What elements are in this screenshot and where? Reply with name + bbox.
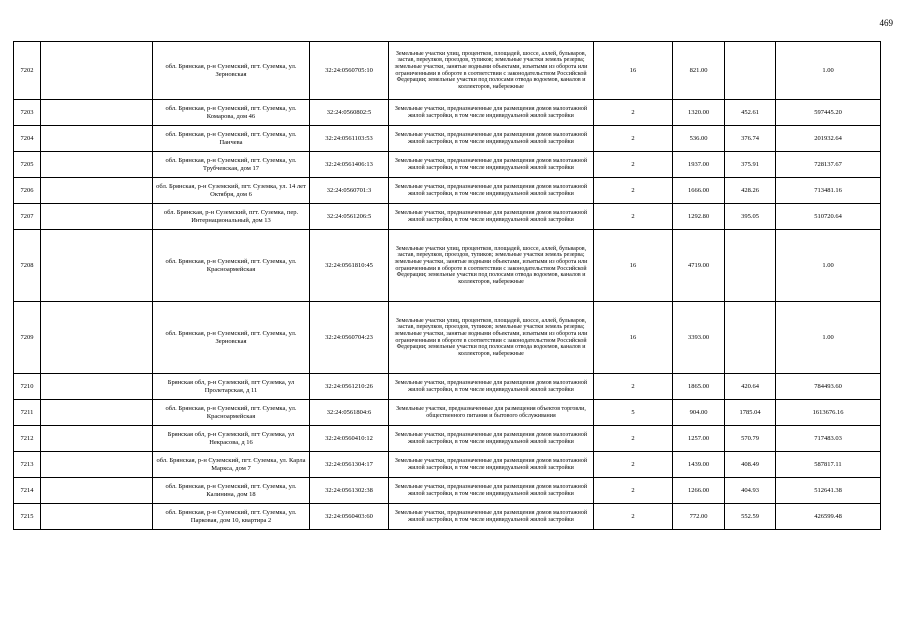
cadastral-number-cell: 32:24:0561804:6 (310, 400, 389, 426)
specific-value-cell: 408.49 (725, 452, 776, 478)
area-cell: 536.00 (673, 126, 725, 152)
specific-value-cell (725, 230, 776, 302)
cadastral-number-cell: 32:24:0560410:12 (310, 426, 389, 452)
cadastral-number-cell: 32:24:0561103:53 (310, 126, 389, 152)
land-category-cell: Земельные участки, предназначенные для размещения домов малоэтажной жилой застройки, в том числе индивидуальной жилой застройки (389, 452, 594, 478)
gap-cell (41, 178, 153, 204)
table-row (14, 400, 881, 426)
specific-value-cell: 404.93 (725, 478, 776, 504)
area-cell: 3393.00 (673, 302, 725, 374)
address-cell: обл. Брянская, р-н Суземский, пгт. Суземка, ул. Красноармейская (153, 230, 310, 302)
specific-value-cell: 452.61 (725, 100, 776, 126)
table-row (14, 42, 881, 100)
land-category-cell: Земельные участки, предназначенные для размещения объектов торговли, общественного питания и бытового обслуживания (389, 400, 594, 426)
cadastral-value-cell: 1613676.16 (776, 400, 881, 426)
cadastral-number-cell: 32:24:0560704:23 (310, 302, 389, 374)
address-cell: обл. Брянская, р-н Суземский, пгт. Суземка, ул. Зерновская (153, 42, 310, 100)
category-code-cell: 16 (594, 42, 673, 100)
land-category-cell: Земельные участки улиц, процентков, площадей, шоссе, аллей, бульваров, застав, переулков, проездов, тупиков; земельные участки земель резерва; земельные участки, занятые водными объектами, изъятыми из оборота или ограниченными в обороте в соответствии с законодательством Российской Федерации; земельные участки под полосами отвода водоемов, каналов и коллекторов, набережные (389, 230, 594, 302)
address-cell: обл. Брянская, р-н Суземский, пгт. Суземка, ул. 14 лет Октября, дом 6 (153, 178, 310, 204)
gap-cell (41, 100, 153, 126)
cadastral-value-cell: 717483.03 (776, 426, 881, 452)
row-number: 7215 (14, 504, 41, 530)
gap-cell (41, 478, 153, 504)
row-number: 7204 (14, 126, 41, 152)
cadastral-value-cell: 1.00 (776, 42, 881, 100)
gap-cell (41, 204, 153, 230)
address-cell: обл. Брянская, р-н Суземский, пгт. Суземка, ул. Калинина, дом 18 (153, 478, 310, 504)
cadastral-number-cell: 32:24:0560802:5 (310, 100, 389, 126)
gap-cell (41, 42, 153, 100)
gap-cell (41, 152, 153, 178)
land-category-cell: Земельные участки, предназначенные для размещения домов малоэтажной жилой застройки, в том числе индивидуальной жилой застройки (389, 504, 594, 530)
cadastral-number-cell: 32:24:0561304:17 (310, 452, 389, 478)
category-code-cell: 2 (594, 126, 673, 152)
row-number: 7210 (14, 374, 41, 400)
area-cell: 1439.00 (673, 452, 725, 478)
cadastral-number-cell: 32:24:0561206:5 (310, 204, 389, 230)
category-code-cell: 16 (594, 230, 673, 302)
row-number: 7206 (14, 178, 41, 204)
land-category-cell: Земельные участки улиц, процентков, площадей, шоссе, аллей, бульваров, застав, переулков, проездов, тупиков; земельные участки земель резерва; земельные участки, занятые водными объектами, изъятыми из оборота или ограниченными в обороте в соответствии с законодательством Российской Федерации; земельные участки под полосами отвода водоемов, каналов и коллекторов, набережные (389, 302, 594, 374)
category-code-cell: 2 (594, 178, 673, 204)
address-cell: обл. Брянская, р-н Суземский, пгт. Суземка, ул. Парковая, дом 10, квартира 2 (153, 504, 310, 530)
table-row (14, 152, 881, 178)
row-number: 7202 (14, 42, 41, 100)
row-number: 7209 (14, 302, 41, 374)
table-row (14, 302, 881, 374)
specific-value-cell (725, 42, 776, 100)
cadastral-number-cell: 32:24:0560403:60 (310, 504, 389, 530)
table-row (14, 478, 881, 504)
address-cell: обл. Брянская, р-н Суземский, пгт. Суземка, ул. Панчева (153, 126, 310, 152)
category-code-cell: 5 (594, 400, 673, 426)
row-number: 7203 (14, 100, 41, 126)
cadastral-value-cell: 713481.16 (776, 178, 881, 204)
gap-cell (41, 504, 153, 530)
cadastral-value-cell: 426599.48 (776, 504, 881, 530)
table-row (14, 504, 881, 530)
address-cell: обл. Брянская, р-н Суземский, пгт. Суземка, ул. Комарова, дом 46 (153, 100, 310, 126)
land-category-cell: Земельные участки, предназначенные для размещения домов малоэтажной жилой застройки, в том числе индивидуальной жилой застройки (389, 478, 594, 504)
area-cell: 1292.80 (673, 204, 725, 230)
area-cell: 4719.00 (673, 230, 725, 302)
category-code-cell: 2 (594, 204, 673, 230)
address-cell: обл. Брянская, р-н Суземский, пгт. Суземка, ул. Красноармейская (153, 400, 310, 426)
row-number: 7208 (14, 230, 41, 302)
specific-value-cell: 1785.04 (725, 400, 776, 426)
gap-cell (41, 126, 153, 152)
table-row (14, 100, 881, 126)
land-category-cell: Земельные участки, предназначенные для размещения домов малоэтажной жилой застройки, в том числе индивидуальной жилой застройки (389, 204, 594, 230)
cadastral-number-cell: 32:24:0560705:10 (310, 42, 389, 100)
gap-cell (41, 400, 153, 426)
gap-cell (41, 426, 153, 452)
area-cell: 1257.00 (673, 426, 725, 452)
cadastral-value-table (13, 41, 881, 530)
cadastral-value-cell: 510720.64 (776, 204, 881, 230)
cadastral-value-cell: 1.00 (776, 230, 881, 302)
address-cell: обл. Брянская, р-н Суземский, пгт. Суземка, ул. Трубчевская, дом 17 (153, 152, 310, 178)
table-row (14, 230, 881, 302)
specific-value-cell: 375.91 (725, 152, 776, 178)
cadastral-value-cell: 587817.11 (776, 452, 881, 478)
specific-value-cell: 428.26 (725, 178, 776, 204)
category-code-cell: 2 (594, 426, 673, 452)
table-row (14, 126, 881, 152)
category-code-cell: 2 (594, 452, 673, 478)
row-number: 7213 (14, 452, 41, 478)
address-cell: Брянская обл, р-н Суземский, пгт Суземка, ул Некрасова, д 16 (153, 426, 310, 452)
area-cell: 772.00 (673, 504, 725, 530)
cadastral-number-cell: 32:24:0561406:13 (310, 152, 389, 178)
land-category-cell: Земельные участки, предназначенные для размещения домов малоэтажной жилой застройки, в том числе индивидуальной жилой застройки (389, 126, 594, 152)
table-row (14, 374, 881, 400)
cadastral-value-cell: 512641.38 (776, 478, 881, 504)
cadastral-number-cell: 32:24:0560701:3 (310, 178, 389, 204)
table-row (14, 452, 881, 478)
area-cell: 821.00 (673, 42, 725, 100)
address-cell: обл. Брянская, р-н Суземский, пгт. Суземка, ул. Зерновская (153, 302, 310, 374)
cadastral-number-cell: 32:24:0561210:26 (310, 374, 389, 400)
cadastral-value-cell: 201932.64 (776, 126, 881, 152)
specific-value-cell: 420.64 (725, 374, 776, 400)
cadastral-number-cell: 32:24:0561810:45 (310, 230, 389, 302)
gap-cell (41, 374, 153, 400)
row-number: 7214 (14, 478, 41, 504)
cadastral-value-cell: 1.00 (776, 302, 881, 374)
category-code-cell: 2 (594, 374, 673, 400)
row-number: 7211 (14, 400, 41, 426)
specific-value-cell (725, 302, 776, 374)
row-number: 7212 (14, 426, 41, 452)
category-code-cell: 2 (594, 152, 673, 178)
table-row (14, 426, 881, 452)
specific-value-cell: 395.05 (725, 204, 776, 230)
specific-value-cell: 570.79 (725, 426, 776, 452)
table-row (14, 178, 881, 204)
area-cell: 1865.00 (673, 374, 725, 400)
category-code-cell: 2 (594, 100, 673, 126)
land-category-cell: Земельные участки, предназначенные для размещения домов малоэтажной жилой застройки, в том числе индивидуальной жилой застройки (389, 374, 594, 400)
cadastral-value-cell: 728137.67 (776, 152, 881, 178)
address-cell: обл. Брянская, р-н Суземский, пгт. Суземка, ул. Карла Маркса, дом 7 (153, 452, 310, 478)
category-code-cell: 2 (594, 478, 673, 504)
gap-cell (41, 302, 153, 374)
cadastral-value-cell: 597445.20 (776, 100, 881, 126)
area-cell: 1666.00 (673, 178, 725, 204)
page-number: 469 (879, 18, 893, 28)
land-category-cell: Земельные участки улиц, процентков, площадей, шоссе, аллей, бульваров, застав, переулков, проездов, тупиков; земельные участки земель резерва; земельные участки, занятые водными объектами, изъятыми из оборота или ограниченными в обороте в соответствии с законодательством Российской Федерации; земельные участки под полосами отвода водоемов, каналов и коллекторов, набережные (389, 42, 594, 100)
area-cell: 904.00 (673, 400, 725, 426)
address-cell: обл. Брянская, р-н Суземский, пгт. Суземка, пер. Интернациональный, дом 13 (153, 204, 310, 230)
category-code-cell: 16 (594, 302, 673, 374)
specific-value-cell: 376.74 (725, 126, 776, 152)
table-row (14, 204, 881, 230)
gap-cell (41, 230, 153, 302)
gap-cell (41, 452, 153, 478)
area-cell: 1937.00 (673, 152, 725, 178)
category-code-cell: 2 (594, 504, 673, 530)
area-cell: 1320.00 (673, 100, 725, 126)
land-category-cell: Земельные участки, предназначенные для размещения домов малоэтажной жилой застройки, в том числе индивидуальной жилой застройки (389, 178, 594, 204)
area-cell: 1266.00 (673, 478, 725, 504)
cadastral-value-cell: 784493.60 (776, 374, 881, 400)
land-category-cell: Земельные участки, предназначенные для размещения домов малоэтажной жилой застройки, в том числе индивидуальной жилой застройки (389, 426, 594, 452)
cadastral-number-cell: 32:24:0561302:38 (310, 478, 389, 504)
specific-value-cell: 552.59 (725, 504, 776, 530)
land-category-cell: Земельные участки, предназначенные для размещения домов малоэтажной жилой застройки, в том числе индивидуальной жилой застройки (389, 100, 594, 126)
row-number: 7207 (14, 204, 41, 230)
table-body (14, 42, 881, 530)
row-number: 7205 (14, 152, 41, 178)
address-cell: Брянская обл, р-н Суземский, пгт Суземка, ул Пролетарская, д 11 (153, 374, 310, 400)
land-category-cell: Земельные участки, предназначенные для размещения домов малоэтажной жилой застройки, в том числе индивидуальной жилой застройки (389, 152, 594, 178)
